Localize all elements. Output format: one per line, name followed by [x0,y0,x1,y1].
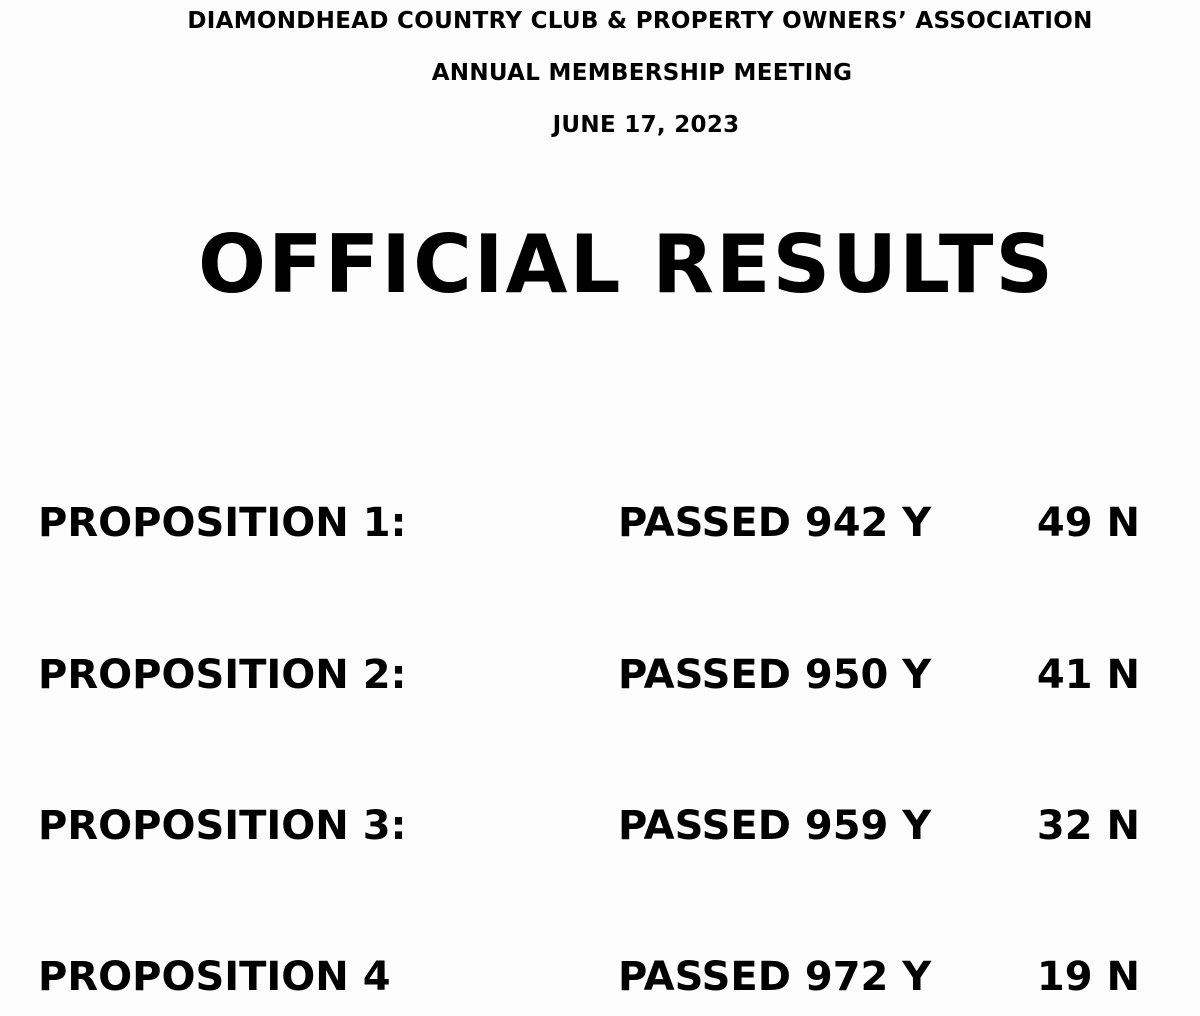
proposition-no-count: 49 N [1036,500,1140,546]
proposition-yes-result: PASSED 950 Y [618,652,932,698]
page-title: OFFICIAL RESULTS [198,218,1056,311]
proposition-yes-result: PASSED 972 Y [618,954,932,1000]
proposition-row [0,954,1200,1014]
proposition-label: PROPOSITION 3: [38,803,407,849]
proposition-no-count: 32 N [1036,803,1140,849]
proposition-label: PROPOSITION 2: [38,652,407,698]
proposition-row [0,500,1200,560]
proposition-yes-result: PASSED 942 Y [618,500,932,546]
proposition-label: PROPOSITION 1: [38,500,407,546]
proposition-no-count: 19 N [1036,954,1140,1000]
meeting-date: JUNE 17, 2023 [552,112,740,138]
proposition-yes-result: PASSED 959 Y [618,803,932,849]
proposition-row [0,652,1200,712]
organization-name: DIAMONDHEAD COUNTRY CLUB & PROPERTY OWNERS’ ASSOCIATION [187,8,1093,34]
meeting-name: ANNUAL MEMBERSHIP MEETING [431,60,853,86]
proposition-no-count: 41 N [1036,652,1140,698]
proposition-label: PROPOSITION 4 [38,954,391,1000]
proposition-row [0,803,1200,863]
